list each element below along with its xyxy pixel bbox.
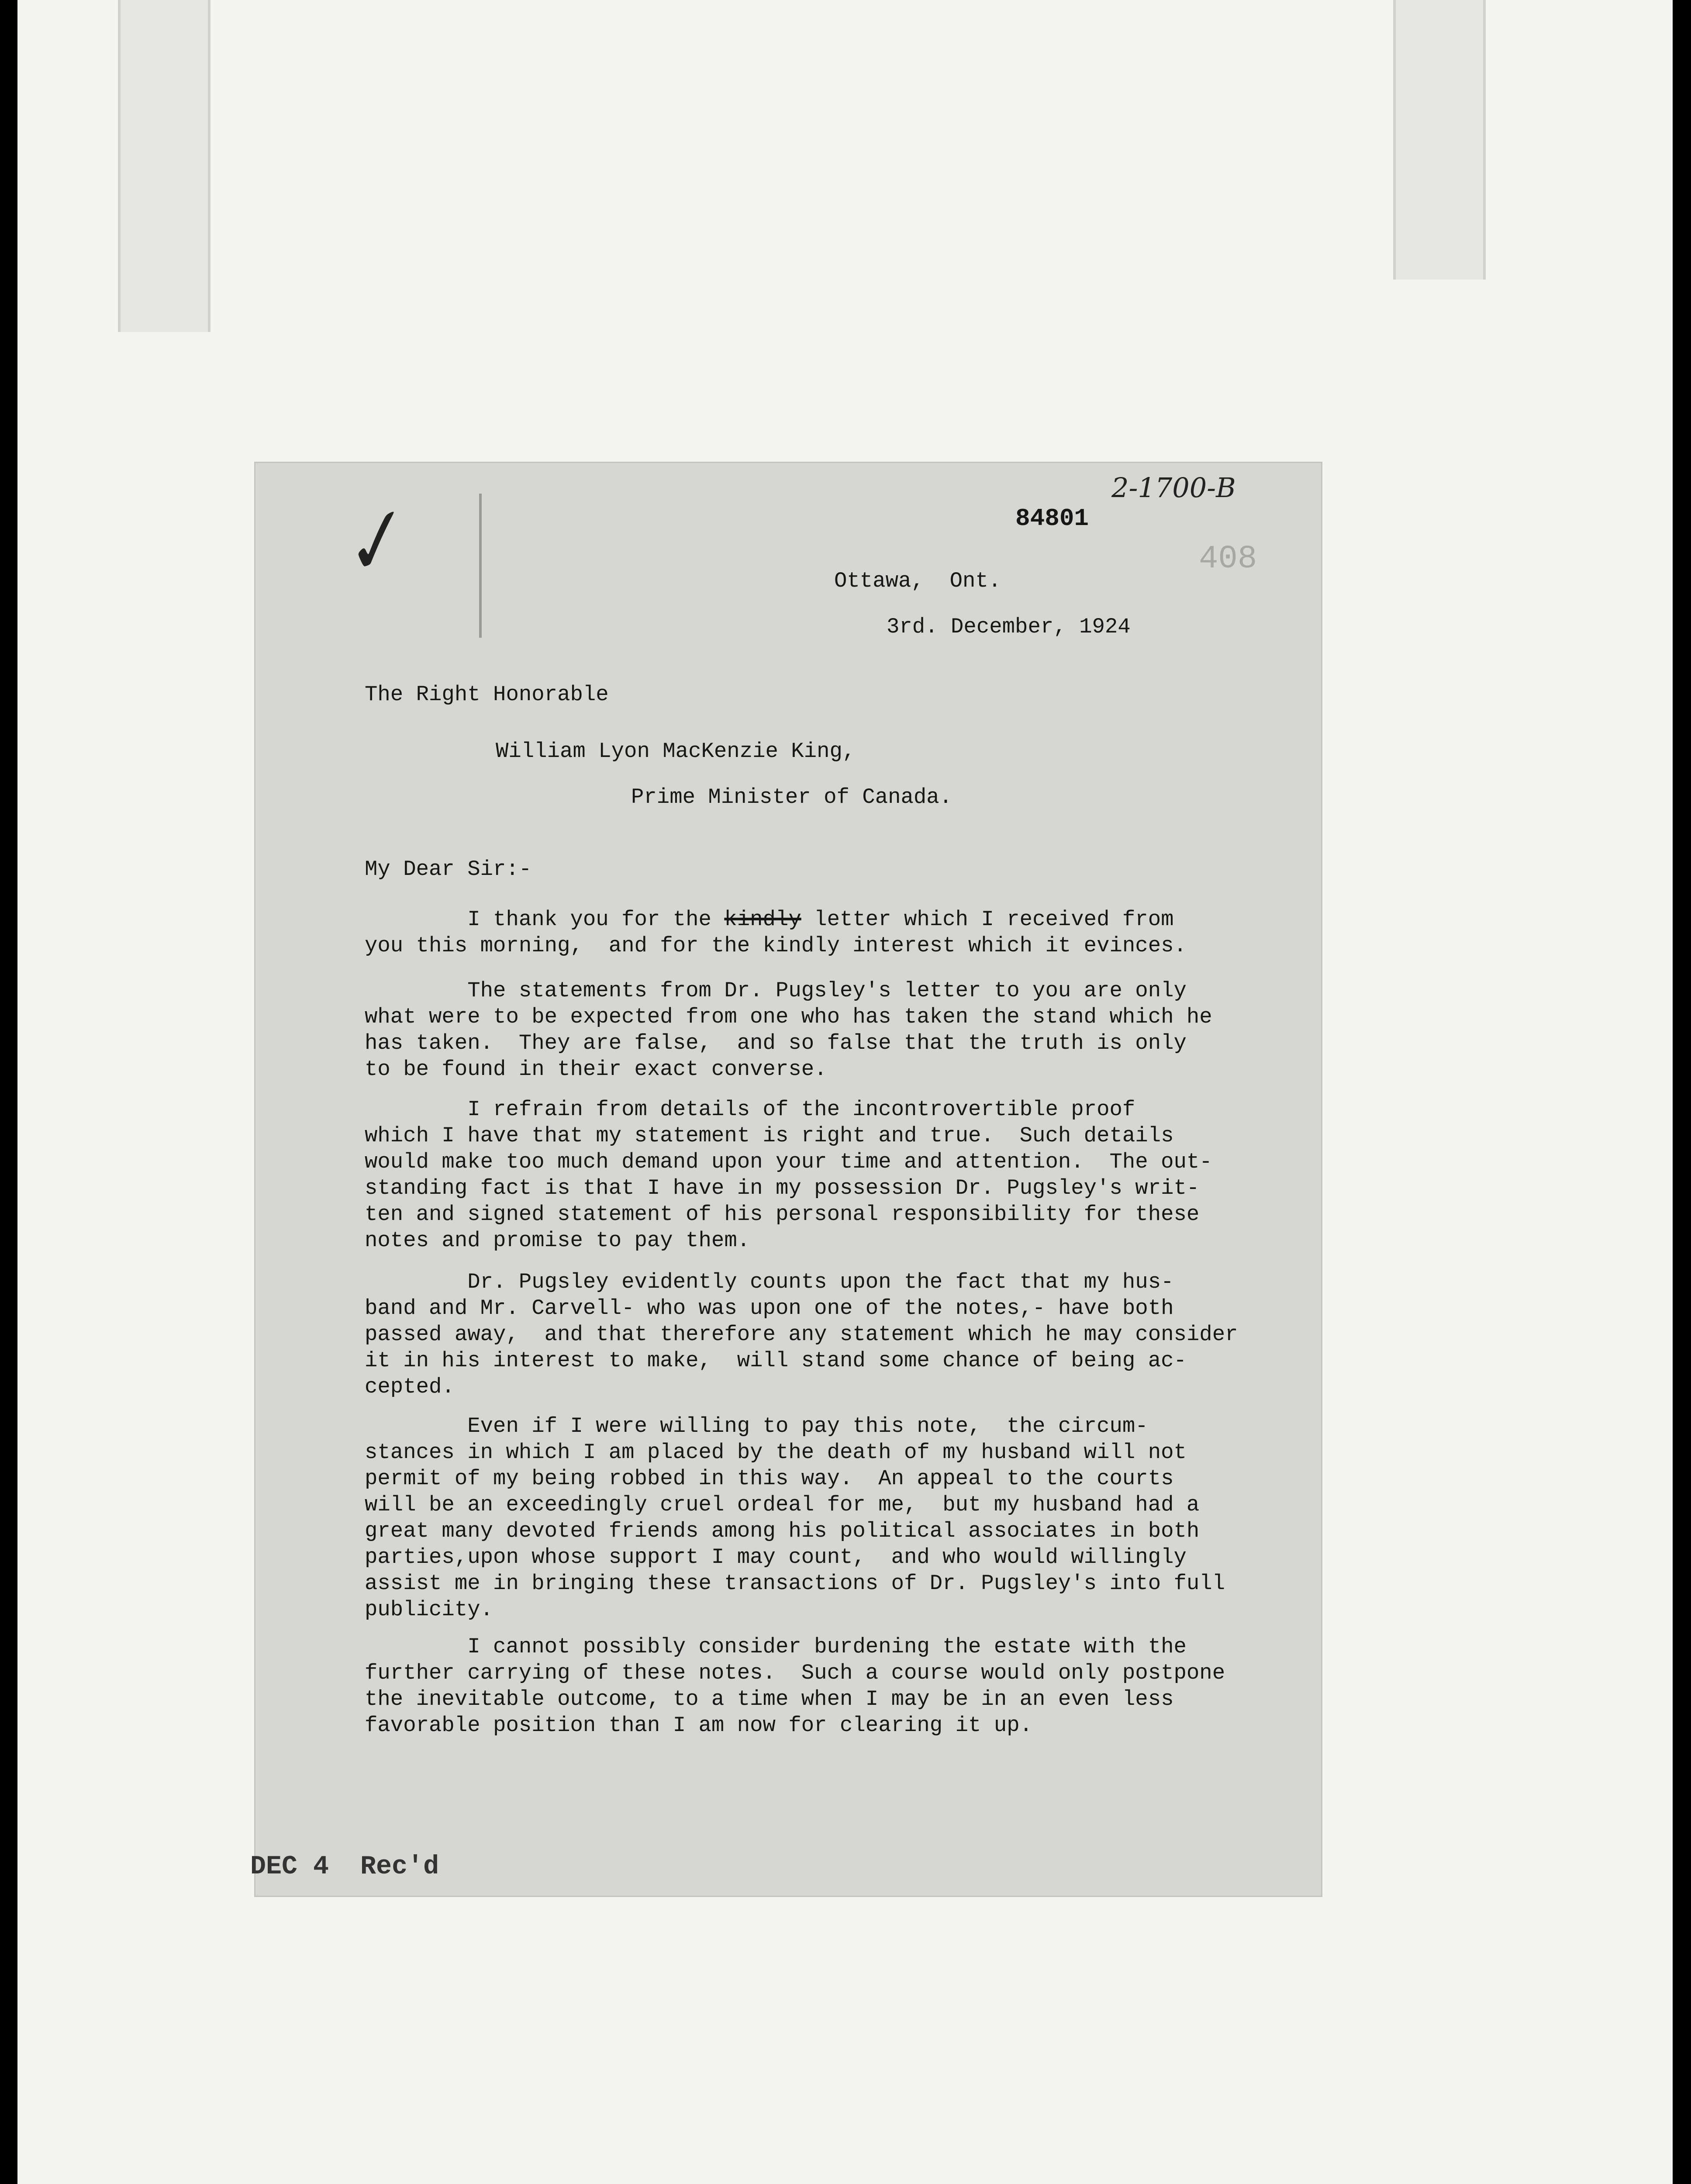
paragraph-line: great many devoted friends among his political associates in both — [365, 1519, 1200, 1543]
paragraph-1-line-1: I thank you for the kindly letter which I received from — [365, 907, 1174, 932]
paragraph-3 — [365, 1096, 1212, 1254]
received-stamp: DEC 4 Rec'd — [250, 1852, 439, 1882]
document-number: 84801 — [1015, 505, 1089, 532]
paragraph-line: which I have that my statement is right and true. Such details — [365, 1123, 1174, 1148]
paragraph-line: ten and signed statement of his personal responsibility for these — [365, 1202, 1200, 1227]
paragraph-line: Even if I were willing to pay this note, the circum- — [365, 1414, 1148, 1438]
faint-stamp-number: 408 — [1199, 541, 1257, 577]
paragraph-line: notes and promise to pay them. — [365, 1228, 750, 1253]
paragraph-1 — [365, 906, 1187, 959]
addressee-line-3: Prime Minister of Canada. — [631, 785, 952, 809]
paragraph-line: would make too much demand upon your time and attention. The out- — [365, 1150, 1212, 1174]
paragraph-2 — [365, 978, 1212, 1082]
paragraph-line: The statements from Dr. Pugsley's letter to you are only — [365, 978, 1187, 1003]
paragraph-line: I cannot possibly consider burdening the estate with the — [365, 1635, 1187, 1659]
paragraph-5 — [365, 1413, 1225, 1623]
paragraph-line: standing fact is that I have in my possession Dr. Pugsley's writ- — [365, 1176, 1200, 1200]
paragraph-line: to be found in their exact converse. — [365, 1057, 827, 1082]
paragraph-line: Dr. Pugsley evidently counts upon the fact that my hus- — [365, 1270, 1174, 1294]
greeting: My Dear Sir:- — [365, 857, 532, 881]
paragraph-line: has taken. They are false, and so false that the truth is only — [365, 1031, 1187, 1055]
addressee-line-2: William Lyon MacKenzie King, — [496, 739, 856, 764]
paragraph-line: will be an exceedingly cruel ordeal for me, but my husband had a — [365, 1493, 1200, 1517]
tape-strip-top-right — [1393, 0, 1486, 280]
paragraph-1-line-2: you this morning, and for the kindly interest which it evinces. — [365, 933, 1187, 958]
file-reference: 2-1700-B — [1111, 472, 1236, 504]
letter-date: 3rd. December, 1924 — [887, 615, 1131, 639]
paragraph-4 — [365, 1269, 1238, 1400]
addressee-line-1: The Right Honorable — [365, 682, 609, 707]
paragraph-line: passed away, and that therefore any statement which he may consider — [365, 1322, 1238, 1347]
checkmark-icon: ✓ — [324, 489, 418, 598]
letter-place: Ottawa, Ont. — [834, 569, 1001, 593]
paragraph-line: further carrying of these notes. Such a course would only postpone — [365, 1661, 1225, 1685]
paragraph-line: parties,upon whose support I may count, and who would willingly — [365, 1545, 1187, 1569]
paragraph-line: I refrain from details of the incontrovertible proof — [365, 1097, 1135, 1122]
paragraph-line: assist me in bringing these transactions of Dr. Pugsley's into full — [365, 1571, 1225, 1596]
paragraph-line: band and Mr. Carvell- who was upon one of the notes,- have both — [365, 1296, 1174, 1320]
paragraph-line: publicity. — [365, 1597, 493, 1622]
paragraph-line: what were to be expected from one who has taken the stand which he — [365, 1005, 1212, 1029]
tape-strip-top-left — [118, 0, 211, 332]
paragraph-line: the inevitable outcome, to a time when I may be in an even less — [365, 1687, 1174, 1711]
paragraph-6 — [365, 1634, 1225, 1738]
letter-sheet — [250, 463, 1321, 1896]
paragraph-line: favorable position than I am now for clearing it up. — [365, 1713, 1033, 1738]
paragraph-line: cepted. — [365, 1375, 455, 1399]
fold-mark — [479, 494, 482, 638]
paragraph-line: stances in which I am placed by the death of my husband will not — [365, 1440, 1187, 1465]
paragraph-line: permit of my being robbed in this way. An appeal to the courts — [365, 1466, 1174, 1491]
struck-word: kindly — [724, 907, 801, 932]
paragraph-line: it in his interest to make, will stand some chance of being ac- — [365, 1348, 1187, 1373]
